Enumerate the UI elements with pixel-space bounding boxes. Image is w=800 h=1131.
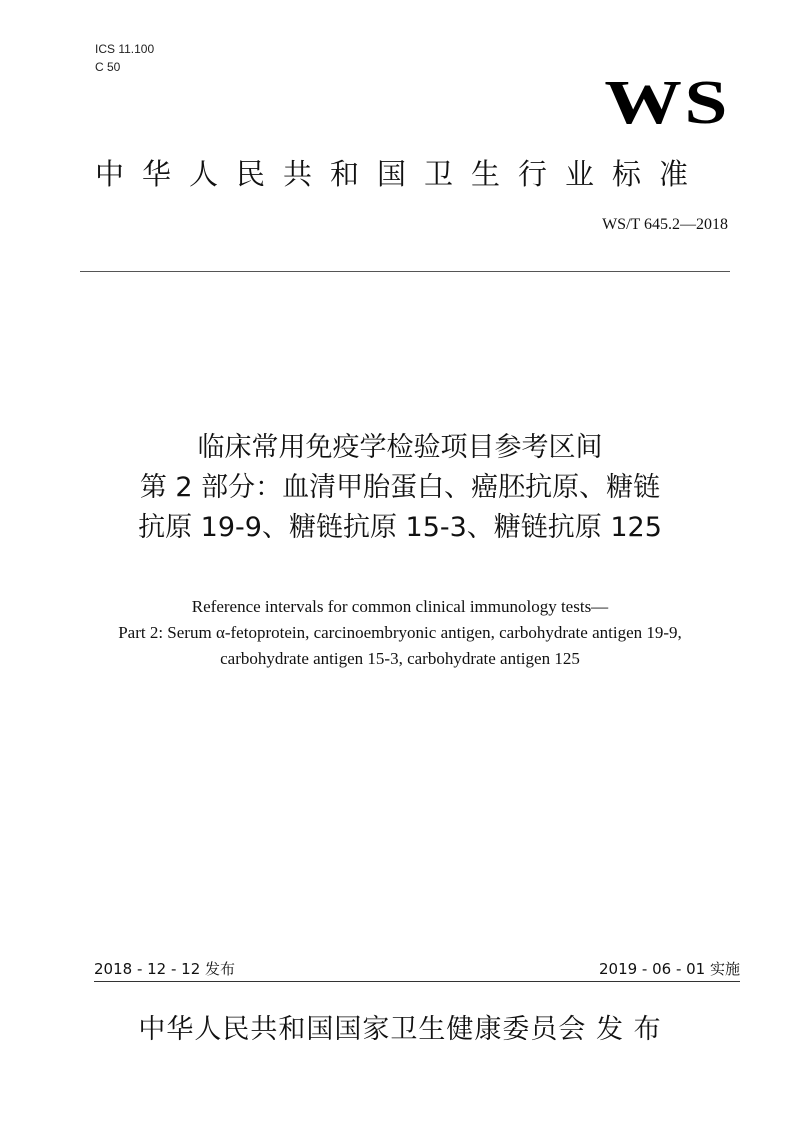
ws-logo: WS bbox=[604, 69, 730, 137]
en-title-line-1: Reference intervals for common clinical immunology tests— bbox=[191, 597, 609, 616]
issue-date: 2018 - 12 - 12 发布 bbox=[94, 960, 236, 978]
cn-title-line-2: 第 2 部分：血清甲胎蛋白、癌胚抗原、糖链 bbox=[139, 472, 661, 503]
publisher: 中华人民共和国国家卫生健康委员会 发 布 bbox=[138, 1014, 662, 1045]
english-title bbox=[60, 594, 740, 672]
chinese-title bbox=[60, 428, 740, 548]
bottom-divider bbox=[94, 981, 740, 982]
cn-title-line-3: 抗原 19-9、糖链抗原 15-3、糖链抗原 125 bbox=[138, 512, 662, 543]
top-divider bbox=[80, 271, 730, 272]
standard-type-title: 中华人民共和国卫生行业标准 bbox=[95, 157, 707, 191]
cn-title-line-1: 临床常用免疫学检验项目参考区间 bbox=[197, 432, 603, 463]
en-title-line-2: Part 2: Serum α-fetoprotein, carcinoembryonic antigen, carbohydrate antigen 19-9, bbox=[118, 623, 682, 642]
ccs-code: C 50 bbox=[95, 60, 121, 74]
classification-codes bbox=[95, 40, 154, 76]
standard-number: WS/T 645.2—2018 bbox=[602, 216, 728, 233]
en-title-line-3: carbohydrate antigen 15-3, carbohydrate antigen 125 bbox=[220, 649, 580, 668]
implementation-date: 2019 - 06 - 01 实施 bbox=[598, 960, 740, 978]
ics-code: ICS 11.100 bbox=[95, 42, 155, 56]
